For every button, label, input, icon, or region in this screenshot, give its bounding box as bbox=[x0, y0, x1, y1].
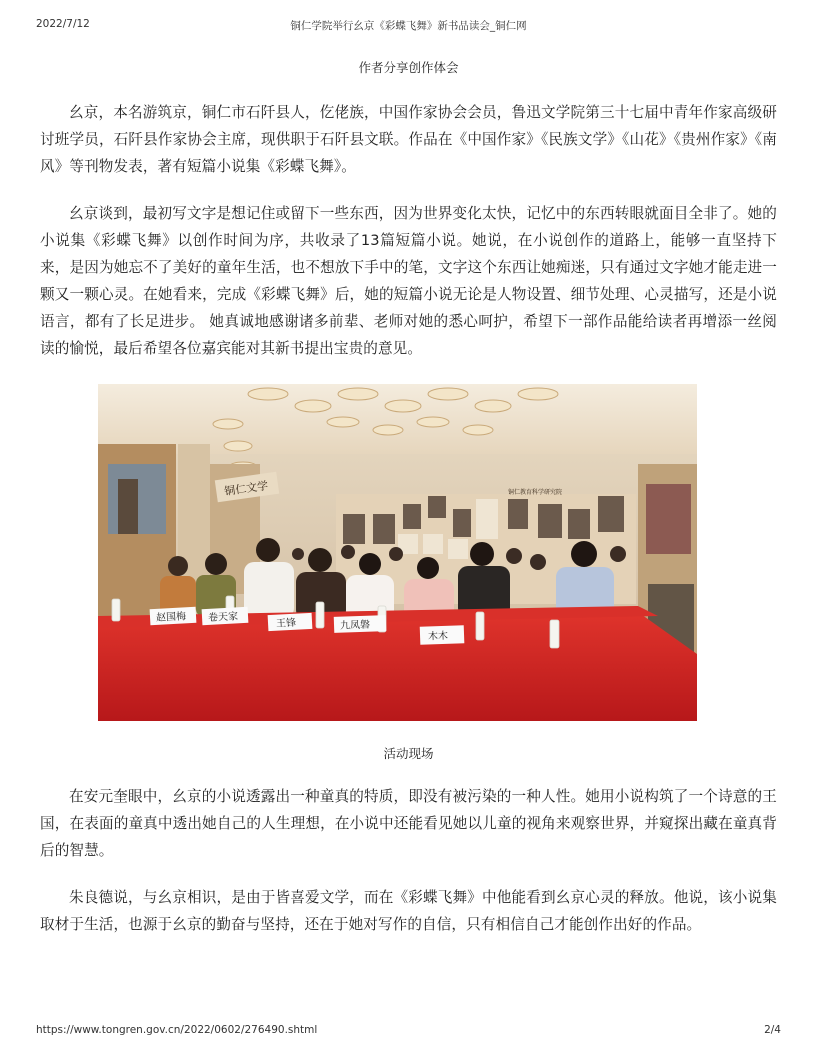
paragraph-3 bbox=[40, 783, 777, 864]
name-card-label: 木木 bbox=[427, 630, 449, 643]
print-footer-page-number: 2/4 bbox=[764, 1024, 781, 1036]
name-card-label: 赵国梅 bbox=[155, 611, 187, 624]
photo-caption-block bbox=[40, 744, 777, 762]
name-card-label: 卷天家 bbox=[207, 611, 239, 624]
photo-caption: 活动现场 bbox=[383, 746, 434, 761]
paragraph-text: 幺京，本名游筑京，铜仁市石阡县人，仡佬族，中国作家协会会员，鲁迅文学院第三十七届中青年作家高级研讨班学员，石阡县作家协会主席，现供职于石阡县文联。作品在《中国作家》《民族文学》《山花》《贵州作家》《南风》等刊物发表，著有短篇小说集《彩蝶飞舞》。 bbox=[40, 104, 777, 175]
print-header-title: 铜仁学院举行幺京《彩蝶飞舞》新书品读会_铜仁网 bbox=[290, 20, 527, 32]
wall-banner-label: 铜仁文学 bbox=[223, 479, 269, 499]
paragraph-text: 在安元奎眼中，幺京的小说透露出一种童真的特质，即没有被污染的一种人性。她用小说构筑了一个诗意的王国，在表面的童真中透出她自己的人生理想，在小说中还能看见她以儿童的视角来观察世界，并窥探出藏在童真背后的智慧。 bbox=[40, 788, 777, 859]
print-footer-url: https://www.tongren.gov.cn/2022/0602/276490.shtml bbox=[36, 1024, 318, 1036]
wall-plaque-label: 铜仁教育科学研究院 bbox=[508, 489, 563, 496]
caption-author-sharing: 作者分享创作体会 bbox=[358, 60, 459, 75]
name-card-2 bbox=[202, 607, 249, 625]
article-body bbox=[40, 58, 777, 80]
name-card-3 bbox=[268, 613, 313, 631]
name-card-4 bbox=[334, 615, 387, 633]
name-card-1 bbox=[150, 607, 197, 625]
wall-plaque bbox=[508, 488, 562, 496]
paragraph-text: 朱良德说，与幺京相识，是由于皆喜爱文学，而在《彩蝶飞舞》中他能看到幺京心灵的释放。他说，该小说集取材于生活，也源于幺京的勤奋与坚持，还在于她对写作的自信，只有相信自己才能创作出好的作品。 bbox=[40, 889, 777, 933]
print-header-date: 2022/7/12 bbox=[36, 18, 90, 30]
paragraph-4 bbox=[40, 884, 777, 938]
name-card-label: 九凤磐 bbox=[339, 619, 371, 632]
event-photo bbox=[98, 384, 697, 721]
name-card-5 bbox=[420, 625, 465, 645]
name-card-label: 王锋 bbox=[275, 617, 297, 630]
paragraph-2 bbox=[40, 200, 777, 362]
paragraph-text: 幺京谈到，最初写文字是想记住或留下一些东西，因为世界变化太快，记忆中的东西转眼就面目全非了。她的小说集《彩蝶飞舞》以创作时间为序，共收录了13篇短篇小说。她说，在小说创作的道路上，能够一直坚持下来，是因为她忘不了美好的童年生活，也不想放下手中的笔，文字这个东西让她痴迷，只有通过文字她才能走进一颗又一颗心灵。在她看来，完成《彩蝶飞舞》后，她的短篇小说无论是人物设置、细节处理、心灵描写，还是小说语言，都有了长足进步。 她真诚地感谢诸多前辈、老师对她的悉心呵护，希望下一部作品能给读者再增添一丝阅读的愉悦，最后希望各位嘉宾能对其新书提出宝贵的意见。 bbox=[40, 205, 777, 357]
paragraph-1 bbox=[40, 99, 777, 180]
